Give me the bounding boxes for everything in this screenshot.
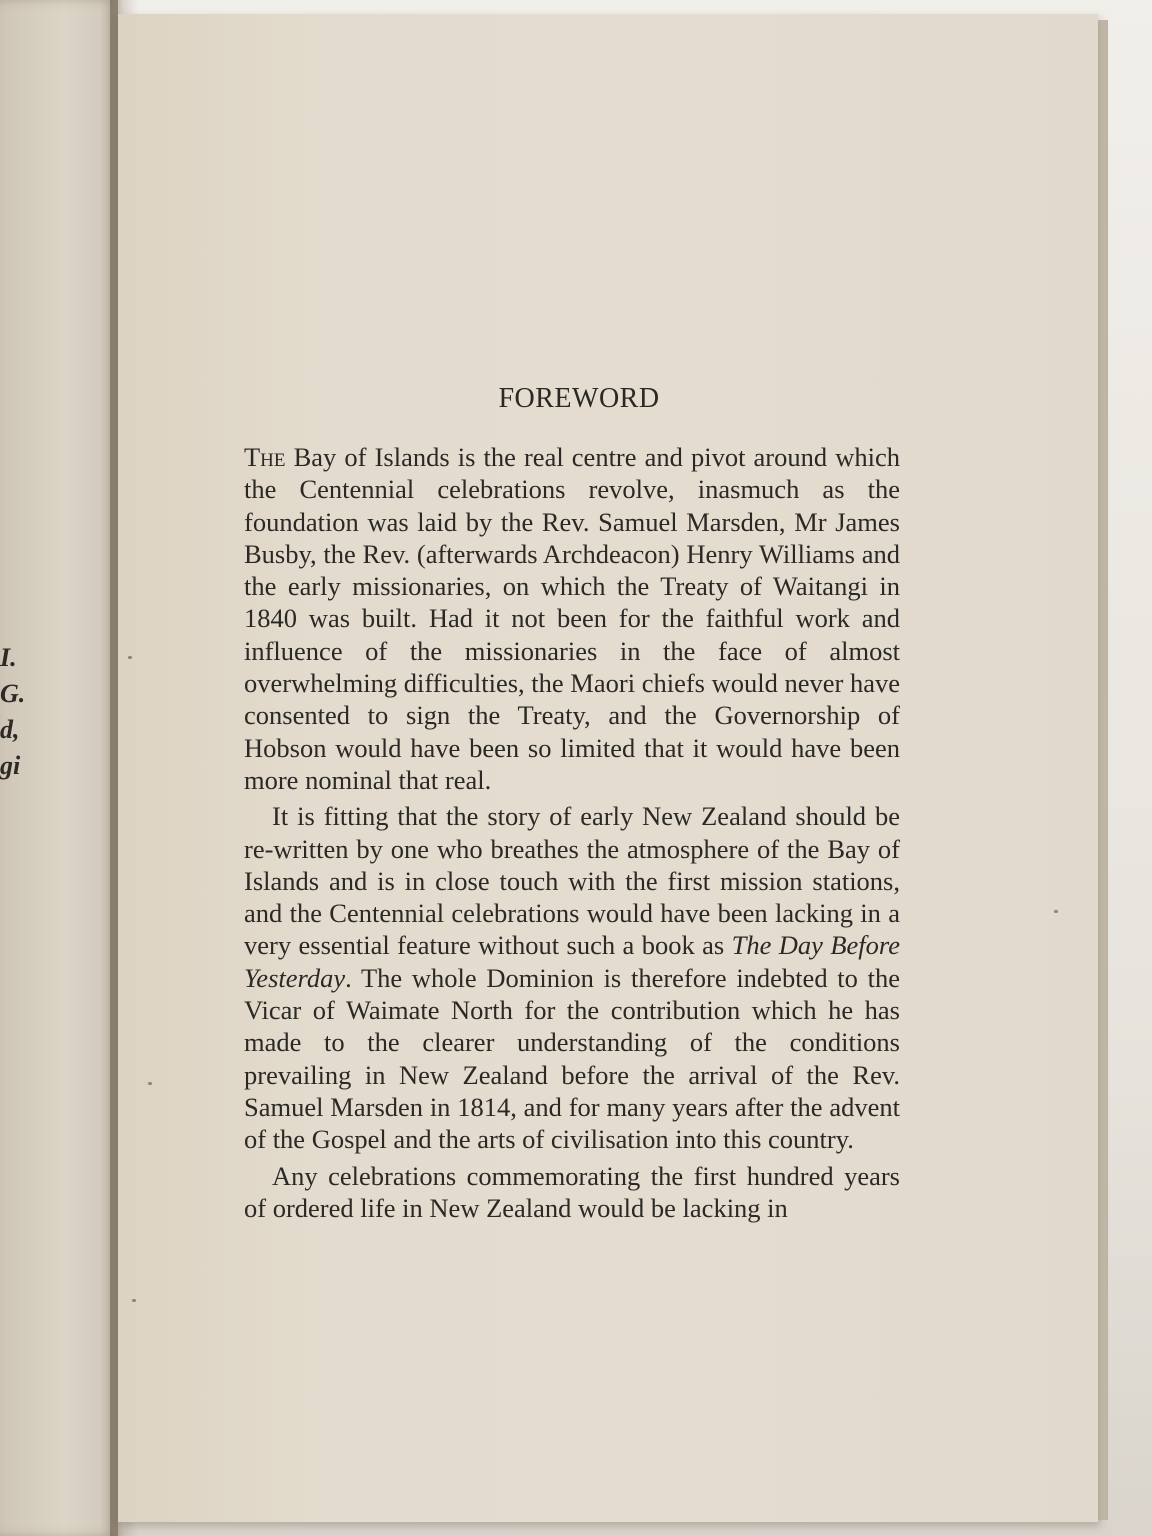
paper-speck (128, 656, 132, 659)
paper-speck (132, 1299, 136, 1302)
page-title: FOREWORD (498, 383, 660, 414)
paper-speck (1054, 910, 1058, 913)
left-fragment: G. (0, 679, 26, 708)
paragraph-text: Bay of Islands is the real centre and pivot around which the Centennial celebrations revolve, inasmuch as the foundation was laid by the Rev. Samuel Marsden, Mr James Busby, the Rev. (afterwards Archdeacon) Henry Williams and the early missionaries, on which the Treaty of Waitangi in 1840 was built. Had it not been for the faithful work and influence of the missionaries in the face of almost overwhelming difficulties, the Maori chiefs would never have consented to sign the Treaty, and the Governorship of Hobson would have been so limited that it would have been more nominal that real. (244, 442, 900, 795)
book-title: The Day Before Yesterday (244, 930, 900, 993)
paragraph (244, 800, 900, 1155)
left-fragment: gi (0, 751, 21, 780)
foreword-text (244, 383, 900, 1224)
paragraph-text: . The whole Dominion is therefore indebted to the Vicar of Waimate North for the contribution which he has made to the clearer understanding of the conditions prevailing in New Zealand before the arrival of the Rev. Samuel Marsden in 1814, and for many years after the advent of the Gospel and the arts of civilisation into this country. (244, 962, 900, 1155)
paragraph-text: Any celebrations commemorating the first hundred years of ordered life in New Zealand would be lacking in (244, 1160, 900, 1223)
page-edge (1098, 20, 1108, 1520)
paragraph-text: It is fitting that the story of early New Zealand should be re-written by one who breathes the atmosphere of the Bay of Islands and is in close touch with the first mission stations, and the Centennial celebrations would have been lacking in a very essential feature without such a book as (244, 801, 900, 961)
lead-word: The (244, 442, 286, 472)
paragraph (244, 1160, 900, 1225)
left-fragment: I. (0, 643, 17, 672)
left-facing-page (0, 0, 118, 1536)
left-page-text-fragments (0, 640, 40, 784)
paragraph (244, 441, 900, 796)
left-fragment: d, (0, 715, 20, 744)
paper-speck (148, 1082, 152, 1085)
